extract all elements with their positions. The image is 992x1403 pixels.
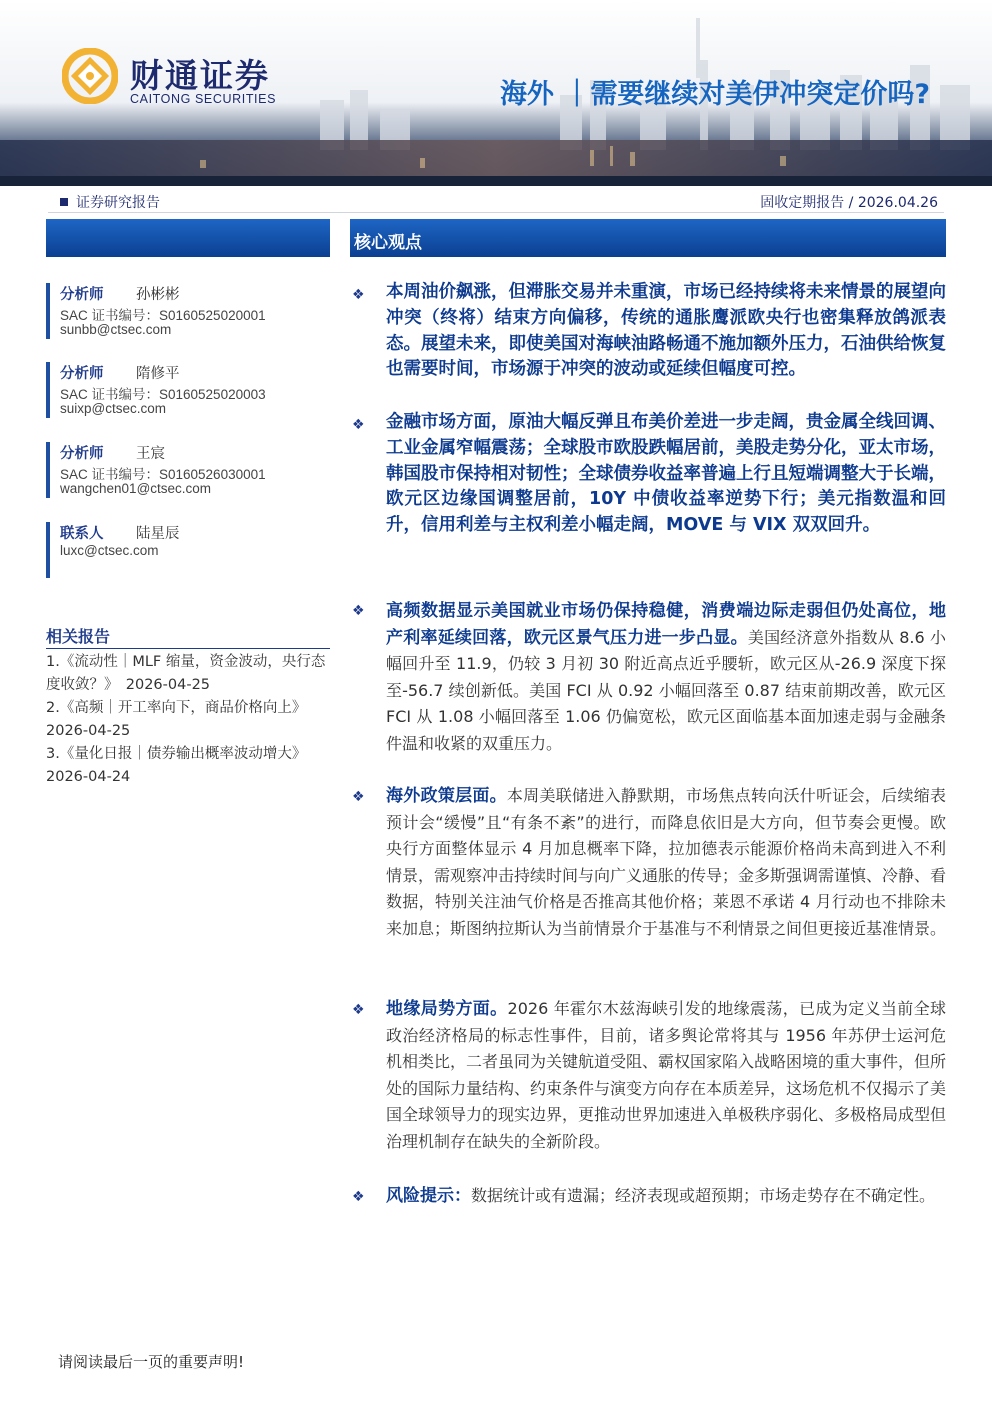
card-accent-line: [46, 283, 50, 339]
divider: [48, 212, 944, 213]
analyst-email[interactable]: sunbb@ctsec.com: [60, 322, 172, 337]
card-accent-line: [46, 362, 50, 418]
report-title: 海外 ｜需要继续对美伊冲突定价吗?: [499, 79, 930, 110]
related-report-item[interactable]: 2.《高频｜开工率向下，商品价格向上》 2026-04-25: [46, 700, 307, 739]
analyst-email[interactable]: wangchen01@ctsec.com: [60, 481, 212, 496]
analyst-role: 分析师: [60, 446, 104, 462]
core-point-4: [386, 783, 946, 943]
logo-english-name: CAITONG SECURITIES: [130, 92, 277, 106]
core-view-header-bar: [350, 219, 946, 257]
core-point-4-lead: 海外政策层面。: [386, 786, 507, 806]
risk-warning-body: 数据统计或有遗漏；经济表现或超预期；市场走势存在不确定性。: [471, 1186, 936, 1205]
analyst-name: 孙彬彬: [136, 287, 180, 303]
diamond-bullet-icon: ❖: [352, 417, 365, 433]
analyst-sac: SAC 证书编号：S0160525020003: [60, 387, 266, 402]
core-point-1: 本周油价飙涨，但滞胀交易并未重演，市场已经持续将未来情景的展望向冲突（终将）结束方向偏移，传统的通胀鹰派欧央行也密集释放鸽派表态。展望未来，即使美国对海峡油路畅通不施加额外压力，石油供给恢复也需要时间，市场源于冲突的波动或延续但幅度可控。: [386, 282, 946, 380]
related-report-item[interactable]: 3.《量化日报｜债券输出概率波动增大》 2026-04-24: [46, 746, 307, 785]
core-point-3-lead: 高频数据显示美国就业市场仍保持稳健，消费端边际走弱但仍处高位，地产利率延续回落，欧元区景气压力进一步凸显。: [386, 601, 946, 648]
analyst-email[interactable]: suixp@ctsec.com: [60, 401, 166, 416]
analyst-role: 分析师: [60, 287, 104, 303]
contact-card: [46, 522, 330, 578]
analyst-name: 王宸: [136, 446, 165, 462]
analyst-sac: SAC 证书编号：S0160525020001: [60, 308, 266, 323]
core-point-5-lead: 地缘局势方面。: [386, 999, 508, 1019]
analyst-sac: SAC 证书编号：S0160526030001: [60, 467, 266, 482]
core-view-heading: 核心观点: [354, 233, 422, 253]
analyst-card: [46, 283, 330, 339]
card-accent-line: [46, 522, 50, 578]
contact-role: 联系人: [60, 526, 104, 542]
related-reports-title: 相关报告: [46, 627, 111, 646]
report-category: [60, 192, 160, 212]
core-point-5-body: 2026 年霍尔木兹海峡引发的地缘震荡，已成为定义当前全球政治经济格局的标志性事件，目前，诸多舆论常将其与 1956 年苏伊士运河危机相类比，二者虽同为关键航道受阻、霸权国家陷入战略困境的重大事件，但所处的国际力量结构、约束条件与演变方向存在本质差异，这场危机不仅揭示了美国全球领导力的现实边界，更推动世界加速进入单极秩序弱化、多极格局成型但治理机制存在缺失的全新阶段。: [386, 999, 947, 1151]
footer-notice: 请阅读最后一页的重要声明!: [58, 1353, 245, 1371]
square-bullet-icon: [60, 198, 68, 206]
core-point-3-body: 美国经济意外指数从 8.6 小幅回升至 11.9，仍较 3 月初 30 附近高点近乎腰斩，欧元区从-26.9 深度下探至-56.7 续创新低。美国 FCI 从 0.92 小幅回落至 0.87 结束前期改善，欧元区 FCI 从 1.08 小幅回落至 1.06 仍偏宽松，欧元区面临基本面加速走弱与金融条件温和收紧的双重压力。: [386, 627, 946, 753]
card-accent-line: [46, 442, 50, 498]
header-banner: [0, 0, 992, 186]
analyst-role: 分析师: [60, 366, 104, 382]
analyst-card: [46, 362, 330, 418]
contact-name: 陆星辰: [136, 526, 180, 542]
core-point-4-body: 本周美联储进入静默期，市场焦点转向沃什听证会，后续缩表预计会“缓慢”且“有条不紊”的进行，而降息依旧是大方向，但节奏会更慢。欧央行方面整体显示 4 月加息概率下降，拉加德表示能源价格尚未高到进入不利情景，需观察冲击持续时间与向广义通胀的传导；金多斯强调需谨慎、冷静、看数据，特别关注油气价格是否推高其他价格；莱恩不承诺 4 月行动也不排除未来加息；斯图纳拉斯认为当前情景介于基准与不利情景之间但更接近基准情景。: [386, 786, 947, 938]
logo-emblem-icon: [62, 48, 118, 104]
related-reports-divider: [46, 648, 330, 649]
diamond-bullet-icon: ❖: [352, 603, 365, 619]
report-type-date: 固收定期报告 / 2026.04.26: [760, 195, 938, 211]
risk-warning: [386, 1183, 946, 1210]
risk-warning-lead: 风险提示：: [386, 1186, 471, 1206]
analyst-card: [46, 442, 330, 498]
analyst-name: 隋修平: [136, 366, 180, 382]
core-point-3: [386, 598, 946, 758]
diamond-bullet-icon: ❖: [352, 789, 365, 805]
related-report-item[interactable]: 1.《流动性｜MLF 缩量，资金波动，央行态度收敛？》 2026-04-25: [46, 654, 326, 693]
logo-chinese-name: 财通证券: [130, 56, 270, 95]
diamond-bullet-icon: ❖: [352, 287, 365, 303]
left-column-header-bar: [46, 219, 330, 257]
core-point-2: 金融市场方面，原油大幅反弹且布美价差进一步走阔，贵金属全线回调、工业金属窄幅震荡；全球股市欧股跌幅居前，美股走势分化，亚太市场，韩国股市保持相对韧性；全球债券收益率普遍上行且短端调整大于长端，欧元区边缘国调整居前，10Y 中债收益率逆势下行；美元指数温和回升，信用利差与主权利差小幅走阔，MOVE 与 VIX 双双回升。: [386, 412, 946, 536]
diamond-bullet-icon: ❖: [352, 1002, 365, 1018]
contact-email[interactable]: luxc@ctsec.com: [60, 543, 159, 558]
report-category-label: 证券研究报告: [76, 195, 160, 211]
company-logo: [62, 48, 302, 112]
diamond-bullet-icon: ❖: [352, 1189, 365, 1205]
core-point-5: [386, 996, 946, 1156]
